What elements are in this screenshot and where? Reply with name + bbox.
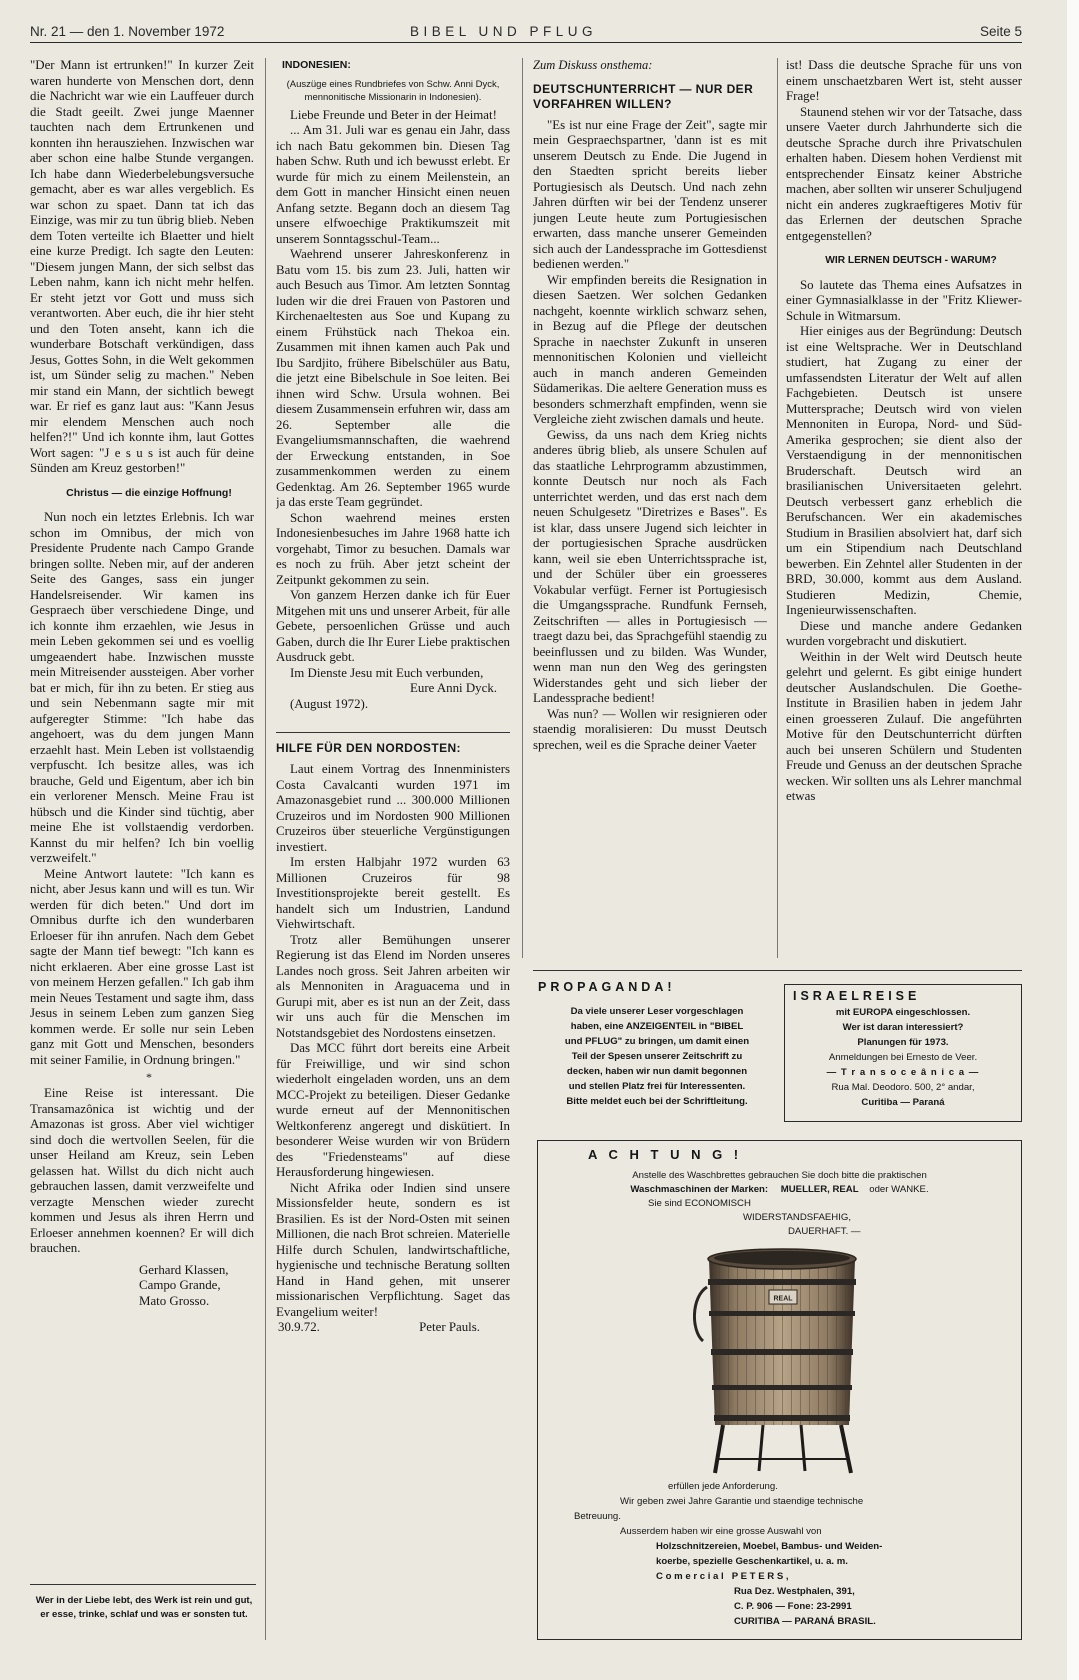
motto-rule (30, 1584, 256, 1585)
paragraph: Was nun? — Wollen wir resignieren oder staendig moralisieren: Du musst Deutsch sprechen, weil es die Sprache deiner Vaeter (533, 706, 767, 752)
section-head-nordosten: HILFE FÜR DEN NORDOSTEN: (276, 741, 461, 755)
achtung-text: oder WANKE. (869, 1184, 929, 1195)
israelreise-line: Anmeldungen bei Ernesto de Veer. (828, 1052, 978, 1063)
company-address: Rua Dez. Westphalen, 391, (734, 1586, 855, 1597)
achtung-text-top (538, 1169, 1021, 1239)
brand-names: MUELLER, REAL (780, 1184, 859, 1195)
paragraph: Gewiss, da uns nach dem Krieg nichts anderes übrig blieb, als unsere Schulen auf das staatliche Lehrprogramm abzustimmen, konnte Deutsch nur noch als Fach unterrichtet werden, und das erst nach dem neuen Schulgesetz "Diretrizes e Bases". Es ist klar, dass unsere Jugend sich leichter in der portugiesischen Sprache ausdrücken kann, weil sie eben Unterrichtssprache ist, und der Schüler über ein groesseres Vokabular verfügt. Ferner ist Portugiesisch die Umgangssprache. Rundfunk Fernseh, Zeitschriften — alles in Portugiesisch — traegt dazu bei, das Sprachgefühl staendig zu beeinflussen und zu bilden. Was Wunder, wenn man nun den Weg des geringsten Widerstandes geht und sich lieber der Landessprache bedient! (533, 427, 767, 705)
israelreise-line: Rua Mal. Deodoro. 500, 2° andar, (831, 1082, 975, 1093)
israelreise-text (791, 1005, 1015, 1110)
section-head-indonesien: INDONESIEN: (282, 59, 351, 71)
paragraph: Staunend stehen wir vor der Tatsache, dass unsere Vaeter durch Jahrhunderte sich die deutsche Sprache durch ihre Privatschulen erhalten haben. Diesem hohen Verdienst mit entsprechender Einsatz keiner Abstriche machen, aber sollten wir unserer Schuljugend nicht ein anderes zugkraeftigeres Motiv für das Erlernen der deutschen Sprache entgegenstellen? (786, 104, 1022, 243)
hoop (708, 1279, 856, 1285)
propaganda-line: Teil der Spesen unserer Zeitschrift zu (571, 1051, 743, 1062)
israelreise-line: Wer ist daran interessiert? (842, 1022, 964, 1033)
handle (694, 1287, 707, 1341)
signature-line: Campo Grande, (139, 1278, 221, 1292)
paragraph: Diese und manche andere Gedanken wurden vorgebracht und diskutiert. (786, 618, 1022, 648)
paragraph: Das MCC führt dort bereits eine Arbeit für Freiwillige, und wir sind schon wiederholt eingeladen worden, uns an dem MCC-Projekt zu beteiligen. Dieser Gedanke wurde erneut auf der Mennonitischen Weltkonferenz angeregt und diskütiert. In besonderer Weise wurden wir von Brüdern des "Friedensteams" auf diese Herausforderung hingewiesen. (276, 1041, 510, 1179)
article-continuation-column (786, 58, 1022, 958)
paragraph: "Es ist nur eine Frage der Zeit", sagte mir mein Gespraechspartner, 'dann ist es mit unserem Deutsch zu Ende. Die Jugend in den Staedten spricht bereits lieber Portugiesisch als Deutsch. Und nach zehn Jahren dürften wir bei der Tendenz unserer jungen Leute heute zum Portugiesischen erwarten, dass manche unserer Gemeinden sich auch der Landessprache im Gottesdienst bedienen werden." (533, 117, 767, 271)
header-rule (30, 42, 1022, 43)
section-star: * (146, 1070, 152, 1084)
paragraph: Eine Reise ist interessant. Die Transamazônica ist wichtig und der Amazonas ist gross. Aber viel wichtiger sind doch die wertvollen Seelen, für die unser Heiland am Kreuz, sein Leben gelassen hat. Willst du dich nicht auch gebrauchen lassen, damit verzweifelte und verzagte Menschen wieder zurecht kommen und Jesus als ihren Herrn und Erloeser annehmen koennen? Er will dich brauchen. (30, 1086, 254, 1255)
achtung-line: Betreuung. (574, 1511, 621, 1522)
israelreise-ad (784, 984, 1022, 1122)
hoop (714, 1415, 850, 1421)
company-phone: C. P. 906 — Fone: 23-2991 (734, 1601, 852, 1612)
company-city: CURITIBA — PARANÁ BRASIL. (734, 1616, 876, 1627)
greeting: Liebe Freunde und Beter in der Heimat! (290, 107, 497, 122)
section-rule (276, 732, 510, 733)
propaganda-line: haben, eine ANZEIGENTEIL in "BIBEL (570, 1021, 744, 1032)
propaganda-line: Bitte meldet euch bei der Schriftleitung. (566, 1096, 748, 1107)
hoop (709, 1311, 855, 1316)
paragraph: Trotz aller Bemühungen unserer Regierung ist das Elend im Norden unseres Landes noch gross. Seit Jahren arbeiten wir als Mennoniten in Araguacema und in Gurupi mit, aber es ist nun an der Zeit, dass wir uns auch für die Menschen im Notstandsgebiet des Nordostens einsetzen. (276, 932, 510, 1040)
paragraph: Meine Antwort lautete: "Ich kann es nicht, aber Jesus kann und will es tun. Wir werden für dich beten." Und dort im Omnibus durfte ich den wunderbaren Erloeser für ihn anrufen. Nach dem Gebet sagte der Mann tief bewegt: "Ich kann es nicht erklaeren. Aber eine grosse Last ist von meinem Herzen gefallen." Ich gab ihm mein Neues Testament und sagte ihm, dass Jesus in seinem Leben zum ganzen Sieg kommen werde. Er solle nur sein Leben ganz mit Gott und Menschen, besonders mit seiner Familie, in Ordnung bringen." (30, 866, 254, 1067)
paragraph: "Der Mann ist ertrunken!" In kurzer Zeit waren hunderte von Menschen dort, denn die Nachricht war wie ein Lauffeuer durch die Stadt geeilt. Zwei junge Maenner tauchten nach dem Ertrunkenen und konnten ihn herausziehen. Inzwischen war aber schon eine halbe Stunde vergangen. Ich habe dann Wiederbelebungsversuche gemacht, aber es war alles vergeblich. Es war schon zu spaet. Dann tat ich das Einzige, was mir zu tun übrig blieb. Neben dem Toten verteilte ich Blaetter und hielt eine kurze Predigt. Ich sagte den Leuten: "Diesem jungen Mann, der sich selbst das Leben nahm, kann ich nicht mehr helfen. Er steht jetzt vor Gott und muss sich verantworten. Aber euch, die ihr hier steht und den Toten anseht, kann ich die wunderbare Botschaft verkündigen, dass Jesus, Gottes Sohn, in die Welt gekommen ist, um Sünder selig zu machen." Neben mir stand ein Mann, der sichtlich bewegt war. Er rief es ganz laut aus: "Kann Jesus mir elendem Menschen auch noch helfen?!" Und ich konnte ihm, laut Gottes Wort sagen: "J e s u s ist auch für deine Sünden am Kreuz gestorben!" (30, 58, 254, 475)
achtung-line: Ausserdem haben wir eine grosse Auswahl von (620, 1526, 822, 1537)
israelreise-line: Curitiba — Paraná (861, 1097, 945, 1108)
author-signature (30, 1263, 254, 1310)
paragraph: ist! Dass die deutsche Sprache für uns von einem unschaetzbaren Wert ist, steht ausser Frage! (786, 58, 1022, 103)
propaganda-line: Da viele unserer Leser vorgeschlagen (570, 1006, 744, 1017)
article-headline: DEUTSCHUNTERRICHT — NUR DER VORFAHREN WILLEN? (533, 81, 754, 111)
column-divider (522, 58, 523, 958)
intro-note: (Auszüge eines Rundbriefes von Schw. Anni Dyck, mennonitische Missionarin in Indonesien). (286, 78, 500, 103)
paragraph: Waehrend unserer Jahreskonferenz in Batu vom 15. bis zum 23. Juli, hatten wir auch Besuch aus Timor. Am letzten Sonntag luden wir die drei Frauen von Pastoren und Kirchenaeltesten aus Soe und Kupang zu einem Frühstück nach Thekoa ein. Zusammen mit ihnen kamen auch Pak und Ibu Sardjito, frühere Bibelschüler aus Batu, die jetzt eine Bibelschule in Soe leiten. Bei ihnen wird Schw. Ursula wohnen. Bei diesem Zusammensein erfuhren wir, dass am 26. September alle die Evangeliumsmannschaften, die waehrend der Erweckung entstanden, in Soe zusammenkommen werden zu einem Gedenktag. Am 26. September 1965 wurde ja das erste Team gegründet. (276, 247, 510, 509)
paragraph: Hier einiges aus der Begründung: Deutsch ist eine Weltsprache. Wer in Deutschland studiert, hat Zugang zu einer der umfassendsten Literatur der Welt auf allen Fachgebieten. Deutsch ist unsere Muttersprache; Deutsch wird von vielen Mennoniten in Europa, Nord- und Süd-Amerika gesprochen; sie dient also der Verstaendigung in der mennonitischen Bruderschaft. Deutsch wird an brasilianischen Universitaeten gelehrt. Deutsch verbessert ganz erheblich die Berufschancen. Wer ein akademisches Studium in Brasilien absolviert hat, darf sich um ein Stipendium nach Deutschland bewerben. Ein Zehntel aller Studenten in der BRD, 30.000, kommt aus dem Ausland. Studieren Medizin, Chemie, Ingenieurwissenschaften. (786, 324, 1022, 617)
paragraph: Im Dienste Jesu mit Euch verbunden, (290, 665, 484, 680)
letter-signature: Eure Anni Dyck. (410, 681, 497, 695)
article-deutschunterricht-column (533, 58, 767, 958)
article-footer (276, 1320, 510, 1336)
propaganda-text (538, 1004, 776, 1109)
subheading: Christus — die einzige Hoffnung! (66, 486, 232, 499)
article-indonesien-column (276, 58, 510, 1640)
propaganda-line: und PFLUG" zu bringen, um damit einen (564, 1036, 750, 1047)
article-date: 30.9.72. (278, 1320, 320, 1334)
israelreise-line: Planungen für 1973. (857, 1037, 949, 1048)
article-reise-column (30, 58, 254, 1578)
paragraph: Im ersten Halbjahr 1972 wurden 63 Millionen Cruzeiros für 98 Investitionsprojekte bereit gestellt. Es handelt sich um Industrien, Landund Viehwirtschaft. (276, 855, 510, 931)
kicker: Zum Diskuss onsthema: (533, 58, 653, 72)
signature-line: Mato Grosso. (139, 1293, 210, 1308)
signature-line: Gerhard Klassen, (139, 1262, 229, 1277)
page-number: Seite 5 (979, 24, 1022, 39)
achtung-text-bottom (538, 1479, 1021, 1629)
paragraph: Nun noch ein letztes Erlebnis. Ich war schon im Omnibus, der mich von Presidente Prudente nach Campo Grande bringen sollte. Neben mir, auf der anderen Seite des Ganges, sass ein junger Handelsreisender. Wir kamen ins Gespraech über verschiedene Dinge, und ich konnte ihm erzaehlen, wie Jesus in mein Leben gekommen sei und es voellig umgeaendert habe. Inzwischen musste mein Mitreisender aussteigen. Aber vorher bat er mich, für ihn zu beten. Er stieg aus und sein Nebenmann sagte mir mit aufgeregter Stimme: "Ich habe das angehoert, was du dem jungen Mann erzaehlt hast. Mein Leben ist vollstaendig verpfuscht. Ich besitze alles, was ich brauche, Geld und Eigentum, aber ich bin ein verlorener Mensch. Meine Frau ist hübsch und die Kinder sind tüchtig, aber meine Ehe ist vollstaendig verdorben. Kannst du mir helfen? Ich bin voellig verzweifelt." (30, 510, 254, 865)
issue-date: Nr. 21 — den 1. November 1972 (30, 24, 225, 39)
paragraph: ... Am 31. Juli war es genau ein Jahr, dass ich nach Batu gekommen bin. Diesen Tag haben Schw. Ruth und ich bewusst erlebt. Er wurde für mich zu einem Meilenstein, an dem Gott in mancher Hinsicht einen neuen Anfang setzte. Begann doch an diesem Tag unsere elfwoechige Praktikumszeit mit unserem Sonntagsschul-Team... (276, 123, 510, 246)
paragraph: Weithin in der Welt wird Deutsch heute gelehrt und gelernt. Es gibt einige hundert deutscher Auslandschulen. Die Goethe-Institute in Brasilien haben in jedem Jahr einen groesseren Zulauf. Die angeführten Motive für den Deutschunterricht dürften auch bei unseren Schülern und Studenten Freude und Genuss an der deutschen Sprache wecken. Wir sollten uns als Lehrer manchmal etwas (786, 649, 1022, 803)
achtung-text: Waschmaschinen der Marken: (630, 1184, 769, 1195)
achtung-line: erfüllen jede Anforderung. (668, 1481, 778, 1492)
ads-rule (533, 970, 1022, 971)
paragraph: Nicht Afrika oder Indien sind unsere Missionsfelder heute, sondern es ist Brasilien. Es ist der Nord-Osten mit seinen Millionen, die nach Brot schreien. Materielle Hilfe durch Schulen, landwirtschaftliche, hygienische und technische Beratung sollten Hand in Hand gehen, mit unserer missionarischen Verpflichtung. Saget das Evangelium weiter! (276, 1180, 510, 1319)
israelreise-line: mit EUROPA eingeschlossen. (835, 1007, 971, 1018)
subheading: WIR LERNEN DEUTSCH - WARUM? (825, 255, 997, 266)
achtung-line: Holzschnitzereien, Moebel, Bambus- und Weiden- (656, 1541, 883, 1552)
paragraph: So lautete das Thema eines Aufsatzes in einer Gymnasialklasse in der "Fritz Kliewer-Schule in Witmarsum. (786, 277, 1022, 323)
brand-plate-text: REAL (773, 1295, 793, 1303)
paragraph: Von ganzem Herzen danke ich für Euer Mitgehen mit uns und unserer Arbeit, für alle Gebete, persoenlichen Grüsse und auch Gaben, durch die Ihr Eurer Liebe praktischen Ausdruck gebt. (276, 588, 510, 664)
achtung-line: DAUERHAFT. — (788, 1226, 861, 1237)
motto: Wer in der Liebe lebt, des Werk ist rein und gut, er esse, trinke, schlaf und was er sonsten tut. (35, 1595, 253, 1620)
column-divider (777, 58, 778, 958)
propaganda-line: und stellen Platz frei für Interessenten. (568, 1081, 746, 1092)
achtung-line: Sie sind ECONOMISCH (648, 1198, 751, 1209)
achtung-line: WIDERSTANDSFAEHIG, (743, 1212, 852, 1223)
paragraph: Schon waehrend meines ersten Indonesienbesuches im Jahre 1968 hatte ich vorgehabt, Timor zu besuchen. Damals war es noch zu früh. Aber jetzt scheint der Zeitpunkt gekommen zu sein. (276, 510, 510, 587)
hoop (711, 1349, 853, 1355)
achtung-line: koerbe, spezielle Geschenkartikel, u. a. m. (656, 1556, 848, 1567)
letter-date: (August 1972). (290, 696, 369, 711)
article-author: Peter Pauls. (419, 1320, 480, 1334)
achtung-line: Wir geben zwei Jahre Garantie und staendige technische (620, 1496, 864, 1507)
paragraph: Wir empfinden bereits die Resignation in diesen Saetzen. Wer solchen Gedanken nachgeht, koennte wirklich schwarz sehen, in Bezug auf die Pflege der deutschen Sprache in naechster Zukunft in unseren mennonitischen Kolonien und vielleicht auch in manch anderen Gemeinden Südamerikas. Die aeltere Generation muss es besonders schmerzhaft empfinden, wenn sie Vergleiche zieht zwischen damals und heute. (533, 272, 767, 426)
achtung-title: A C H T U N G ! (588, 1147, 743, 1162)
achtung-line: Anstelle des Waschbrettes gebrauchen Sie doch bitte die praktischen (632, 1170, 927, 1181)
propaganda-notice (538, 980, 776, 1130)
israelreise-title: ISRAELREISE (793, 989, 921, 1003)
propaganda-line: decken, haben wir nun damit begonnen (566, 1066, 748, 1077)
hoop (712, 1385, 852, 1390)
masthead-title: BIBEL UND PFLUG (410, 24, 598, 39)
achtung-line (538, 1183, 1021, 1197)
propaganda-title: PROPAGANDA! (538, 980, 676, 994)
company-name: C o m e r c i a l P E T E R S , (656, 1571, 789, 1582)
paragraph: Laut einem Vortrag des Innenministers Costa Cavalcanti wurden 1971 im Amazonasgebiet rund ... 300.000 Millionen Cruzeiros und im Nordosten 900 Millionen Cruzeiros über steuerliche Vergünstigungen investiert. (276, 762, 510, 854)
column-divider (265, 58, 266, 1640)
israelreise-line: — T r a n s o c e â n i c a — (826, 1067, 980, 1078)
washing-machine-image (693, 1245, 871, 1477)
